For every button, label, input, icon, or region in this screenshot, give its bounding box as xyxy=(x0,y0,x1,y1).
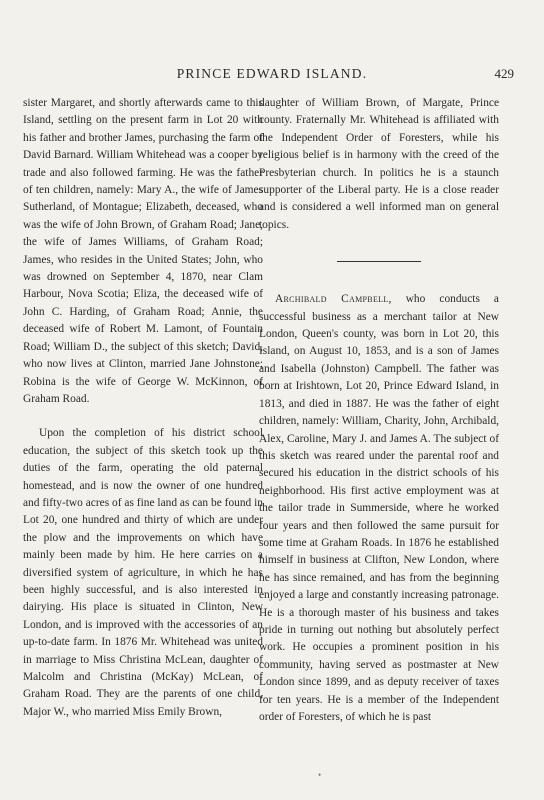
sketch-subject-name: Archibald Campbell, xyxy=(275,293,392,306)
paragraph-gap xyxy=(23,408,263,425)
page-number: 429 xyxy=(494,66,514,81)
left-paragraph-1: sister Margaret, and shortly afterwards came to this Island, settling on the present farm in Lot 20 with his father and brother James, purchasing the farm of David Barnard. William Whitehead was a cooper by trade and also followed farming. He was the father of ten children, namely: Mary A., the wife of James Sutherland, of Montague; Elizabeth, deceased, who was the wife of John Brown, of Graham Road; Jane, the wife of James Williams, of Graham Road; James, who resides in the United States; John, who was drowned on September 4, 1870, near Clam Harbour, Nova Scotia; Eliza, the deceased wife of John C. Harding, of Graham Road; Annie, the deceased wife of Robert M. Lamont, of Fountain Road; William D., the subject of this sketch; David, who now lives at Clinton, married Jane Johnstone; Robina is the wife of George W. McKinnon, of Graham Road. xyxy=(23,97,263,405)
left-column xyxy=(23,95,263,721)
right-paragraph-1: daughter of William Brown, of Margate, Prince county. Fraternally Mr. Whitehead is affiliated with the Independent Order of Foresters, while his religious belief is in harmony with the creed of the Presbyterian church. In politics he is a staunch supporter of the Liberal party. He is a close reader and is considered a well informed man on general topics. xyxy=(259,97,499,231)
right-paragraph-2 xyxy=(259,291,499,726)
section-divider xyxy=(337,261,421,262)
right-paragraph-2-body: who conducts a successful business as a merchant tailor at New London, Queen's county, was born in Lot 20, this Island, on August 10, 1853, and is a son of James and Isabella (Johnston) Campbell. The father was born at Irishtown, Lot 20, Prince Edward Island, in 1813, and died in 1887. He was the father of eight children, namely: William, Charity, John, Archibald, Alex, Caroline, Mary J. and James A. The subject of this sketch was reared under the parental roof and secured his education in the district schools of his neighborhood. His first active employment was at the tailor trade in Summerside, where he worked four years and then followed the same pursuit for some time at Graham Roads. In 1876 he established himself in business at Clifton, New London, where he has since remained, and has from the beginning enjoyed a large and constantly increasing patronage. He is a thorough master of his business and takes pride in turning out nothing but absolutely perfect work. He occupies a prominent position in his community, having served as postmaster at New London since 1899, and as deputy receiver of taxes for ten years. He is a member of the Independent order of Foresters, of which he is past xyxy=(259,293,499,723)
right-column xyxy=(259,95,499,726)
page-speck: • xyxy=(318,770,322,780)
running-title: PRINCE EDWARD ISLAND. xyxy=(176,66,368,81)
left-paragraph-2: Upon the completion of his district school education, the subject of this sketch took up the duties of the farm, operating the old paternal homestead, and is now the owner of one hundred and fifty-two acres of as fine land as can be found in Lot 20, one hundred and thirty of which are under the plow and the improvements on which have mainly been made by him. He here carries on a diversified system of agriculture, in which he has been highly successful, and is also interested in dairying. His place is situated in Clinton, New London, and is improved with the accessories of an up-to-date farm. In 1876 Mr. Whitehead was united in marriage to Miss Christina McLean, daughter of Malcolm and Christina (McKay) McLean, of Graham Road. They are the parents of one child, Major W., who married Miss Emily Brown, xyxy=(23,427,263,718)
